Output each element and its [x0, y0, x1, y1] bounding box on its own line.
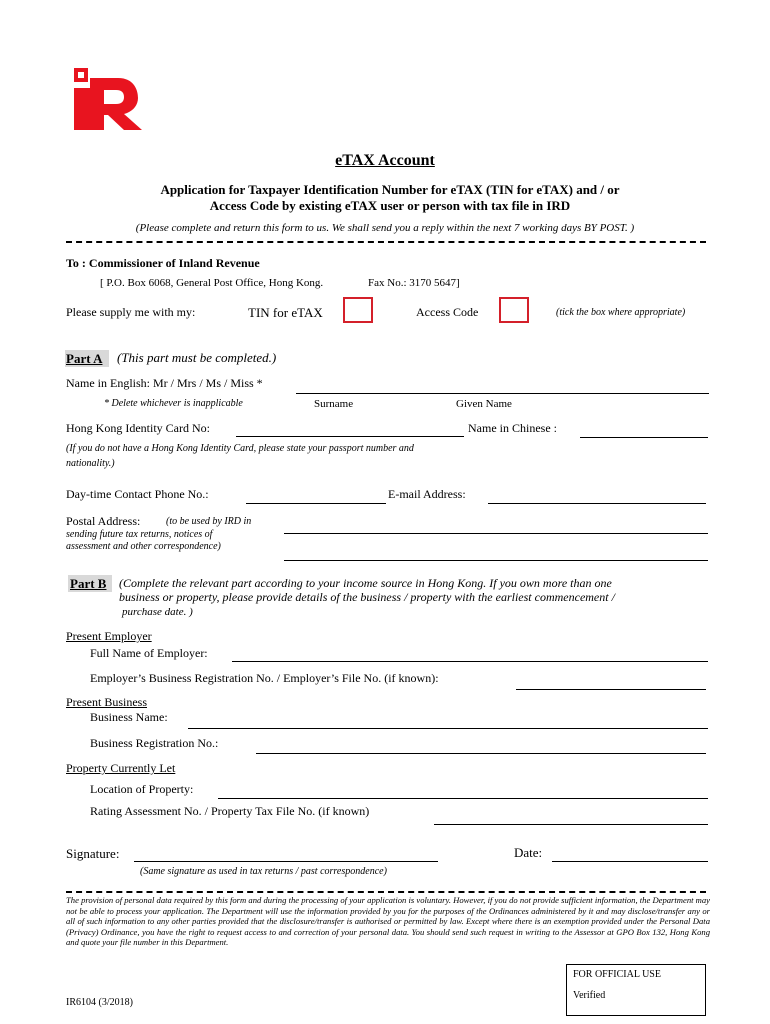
property-heading: Property Currently Let: [66, 761, 176, 775]
phone-field[interactable]: [246, 503, 386, 504]
date-field[interactable]: [552, 861, 708, 862]
signature-label: Signature:: [66, 846, 120, 861]
name-english-label: Name in English: Mr / Mrs / Ms / Miss *: [66, 376, 263, 390]
email-label: E-mail Address:: [388, 487, 466, 501]
business-reg-field[interactable]: [256, 753, 706, 754]
postal-address-field-2[interactable]: [284, 560, 708, 561]
employer-reg-field[interactable]: [516, 689, 706, 690]
passport-note-2: nationality.): [66, 458, 115, 469]
postal-note-1: (to be used by IRD in: [166, 516, 252, 527]
delete-note: * Delete whichever is inapplicable: [104, 398, 243, 409]
passport-note-1: (If you do not have a Hong Kong Identity Card, please state your passport number and: [66, 443, 414, 454]
part-b-note-2: business or property, please provide details of the business / property with the earliest commencement /: [119, 590, 615, 604]
part-a-label: Part A: [66, 351, 103, 366]
tin-checkbox[interactable]: [343, 297, 373, 323]
part-b-label: Part B: [70, 576, 107, 591]
hkid-field[interactable]: [236, 436, 464, 437]
part-b-note-1: (Complete the relevant part according to your income source in Hong Kong. If you own more than one: [119, 576, 612, 590]
option-tin-label: TIN for eTAX: [248, 305, 323, 320]
hkid-label: Hong Kong Identity Card No:: [66, 421, 210, 435]
form-code: IR6104 (3/2018): [66, 997, 133, 1008]
verified-label: Verified: [573, 990, 606, 1001]
signature-note: (Same signature as used in tax returns / past correspondence): [140, 866, 387, 877]
subtitle-line-1: Application for Taxpayer Identification Number for eTAX (TIN for eTAX) and / or: [160, 182, 620, 197]
property-rating-label: Rating Assessment No. / Property Tax File No. (if known): [90, 804, 370, 818]
signature-field[interactable]: [134, 861, 438, 862]
business-reg-label: Business Registration No.:: [90, 736, 219, 750]
part-a-note: (This part must be completed.): [117, 350, 277, 365]
email-field[interactable]: [488, 503, 706, 504]
postal-note-2: sending future tax returns, notices of: [66, 529, 213, 540]
name-english-field[interactable]: [296, 393, 709, 394]
business-name-field[interactable]: [188, 728, 708, 729]
employer-name-field[interactable]: [232, 661, 708, 662]
form-title: eTAX Account: [335, 152, 435, 169]
chinese-name-field[interactable]: [580, 437, 708, 438]
property-location-label: Location of Property:: [90, 782, 194, 796]
supply-label: Please supply me with my:: [66, 305, 196, 319]
official-use-box: [566, 964, 706, 1016]
option-access-code-label: Access Code: [416, 305, 479, 319]
divider: [66, 241, 706, 243]
given-name-caption: Given Name: [456, 398, 512, 410]
ird-logo: [72, 68, 144, 132]
employer-heading: Present Employer: [66, 629, 152, 643]
postal-note-3: assessment and other correspondence): [66, 541, 221, 552]
postal-address-field-1[interactable]: [284, 533, 708, 534]
property-rating-field[interactable]: [434, 824, 708, 825]
surname-caption: Surname: [314, 398, 354, 410]
addressee-po-box: [ P.O. Box 6068, General Post Office, Hong Kong.: [100, 277, 324, 289]
business-heading: Present Business: [66, 695, 147, 709]
divider-bottom: [66, 891, 706, 893]
addressee-fax: Fax No.: 3170 5647]: [368, 277, 460, 289]
subtitle-line-2: Access Code by existing eTAX user or person with tax file in IRD: [209, 198, 571, 213]
phone-label: Day-time Contact Phone No.:: [66, 487, 209, 501]
business-name-label: Business Name:: [90, 710, 168, 724]
official-use-label: FOR OFFICIAL USE: [573, 969, 661, 980]
postal-label: Postal Address:: [66, 514, 141, 528]
employer-reg-label: Employer’s Business Registration No. / Employer’s File No. (if known):: [90, 671, 439, 685]
property-location-field[interactable]: [218, 798, 708, 799]
privacy-statement: The provision of personal data required by this form and during the processing of your application is voluntary. However, if you do not provide sufficient information, the Department may not be able to process your application. The Department will use the information provided by you for the purposes of the Ordinances administered by it and may disclose/transfer any or all of such information to any other parties provided that the disclosure/transfer is authorised or permitted by law. Except where there is an exemption provided under the Personal Data (Privacy) Ordinance, you have the right to request access to and correction of your personal data. You should send such request in writing to the Assessor at GPO Box 132, Hong Kong and quote your file number in this Department.: [66, 895, 710, 948]
instruction-note: (Please complete and return this form to us. We shall send you a reply within the next 7 working days BY POST. ): [135, 222, 635, 234]
access-code-checkbox[interactable]: [499, 297, 529, 323]
date-label: Date:: [514, 845, 543, 860]
part-b-note-3: purchase date. ): [122, 606, 193, 618]
chinese-name-label: Name in Chinese :: [468, 421, 557, 435]
employer-name-label: Full Name of Employer:: [90, 646, 208, 660]
addressee-to: To : Commissioner of Inland Revenue: [66, 256, 260, 270]
tick-hint: (tick the box where appropriate): [556, 307, 686, 318]
